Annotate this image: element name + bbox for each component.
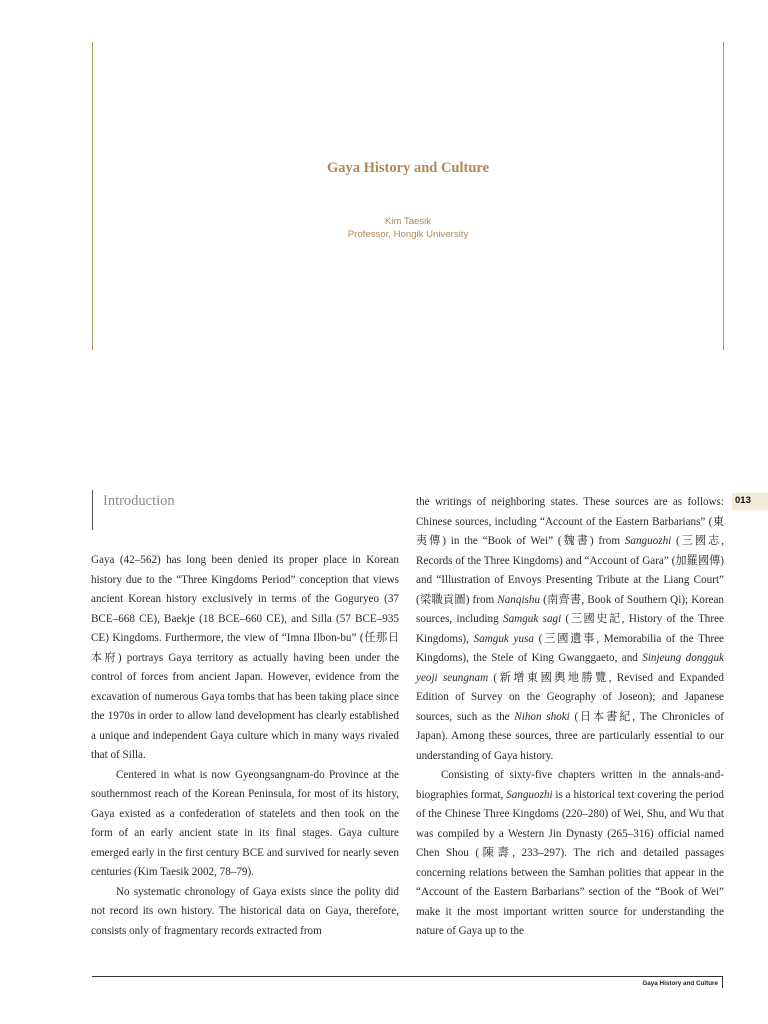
text-run: (新增東國輿地勝覽, Revised and Expanded Edition of Survey on the Geography of Joseon); and Japanese sources, such as the (416, 671, 724, 723)
title-frame-right-rule (723, 42, 724, 350)
text-run: (南齊書, Book of Southern Qi); Korean sources, including (416, 593, 724, 625)
right-column (416, 493, 724, 942)
paragraph: Centered in what is now Gyeongsangnam-do Province at the southernmost reach of the Korean Peninsula, for most of its history, Gaya existed as a confederation of statelets and then took on the form of an early ancient state in its final stages. Gaya culture emerged early in the first century BCE and survived for nearly seven centuries (Kim Taesik 2002, 78–79). (91, 768, 399, 878)
italic-title: Nanqishu (497, 593, 541, 606)
article-title: Gaya History and Culture (326, 160, 490, 176)
section-heading: Introduction (103, 493, 175, 509)
paragraph (416, 766, 724, 942)
section-heading-rule (92, 490, 93, 530)
italic-title: Sanguozhi (506, 788, 553, 801)
paragraph (416, 493, 724, 766)
text-run: (三國遺事, Memorabilia of the Three Kingdoms), the Stele of King Gwanggaeto, and (416, 632, 724, 664)
text-run: (三國史記, History of the Three Kingdoms), (416, 613, 724, 645)
footer-rule-tick (722, 977, 723, 988)
author-name: Kim Taesik (384, 216, 432, 227)
paragraph: No systematic chronology of Gaya exists since the polity did not record its own history. The historical data on Gaya, therefore, consists only of fragmentary records extracted from (91, 885, 399, 937)
author-affiliation: Professor, Hongik University (347, 229, 469, 240)
title-frame-left-rule (92, 42, 93, 350)
text-run: Consisting of sixty-five chapters written in the annals-and-biographies format, (416, 769, 724, 801)
text-run: is a historical text covering the period of the Chinese Three Kingdoms (220–280) of Wei, Shu, and Wu that was compiled by a Western Jin Dynasty (265–316) official named Chen Shou (陳壽, 233–297). The rich and detailed passages concerning relations between the Samhan polities that appear in the “Account of the Eastern Barbarians” section of the “Book of Wei” make it the most important written source for understanding the nature of Gaya up to the (416, 788, 724, 937)
author-block (93, 215, 723, 241)
text-run: the writings of neighboring states. These sources are as follows: Chinese sources, including “Account of the Eastern Barbarians” (東夷傳) in the “Book of Wei” (魏書) from (416, 496, 724, 547)
italic-title: Sanguozhi (624, 535, 672, 547)
italic-title: Samguk sagi (503, 613, 562, 625)
italic-title: Nihon shoki (514, 710, 570, 723)
text-run: (日本書紀, The Chronicles of Japan). Among these sources, three are particularly essential to our understanding of Gaya history. (416, 710, 724, 762)
italic-title: Sinjeung dongguk yeoji seungnam (416, 652, 724, 684)
paragraph: Gaya (42–562) has long been denied its proper place in Korean history due to the “Three Kingdoms Period” conception that views ancient Korean history exclusively in terms of the Goguryeo (37 BCE–668 CE), Baekje (18 BCE–660 CE), and Silla (57 BCE–935 CE) Kingdoms. Furthermore, the view of “Imna Ilbon-bu” (任那日本府) portrays Gaya territory as actually having been under the control of forces from ancient Japan. However, evidence from the excavation of numerous Gaya tombs that has been taking place since the 1970s in order to allow land development has clearly established a unique and independent Gaya culture which in many ways rivaled that of Silla. (91, 554, 399, 761)
text-run: (三國志, Records of the Three Kingdoms) and “Account of Gara” (加羅國傳) and “Illustration of Envoys Presenting Tribute at the Liang Court” (梁職貢圖) from (416, 535, 724, 606)
page-number: 013 (735, 495, 751, 506)
footer-rule (92, 976, 723, 977)
left-column (91, 551, 399, 941)
running-footer-title: Gaya History and Culture (642, 980, 718, 987)
italic-title: Samguk yusa (473, 632, 534, 645)
